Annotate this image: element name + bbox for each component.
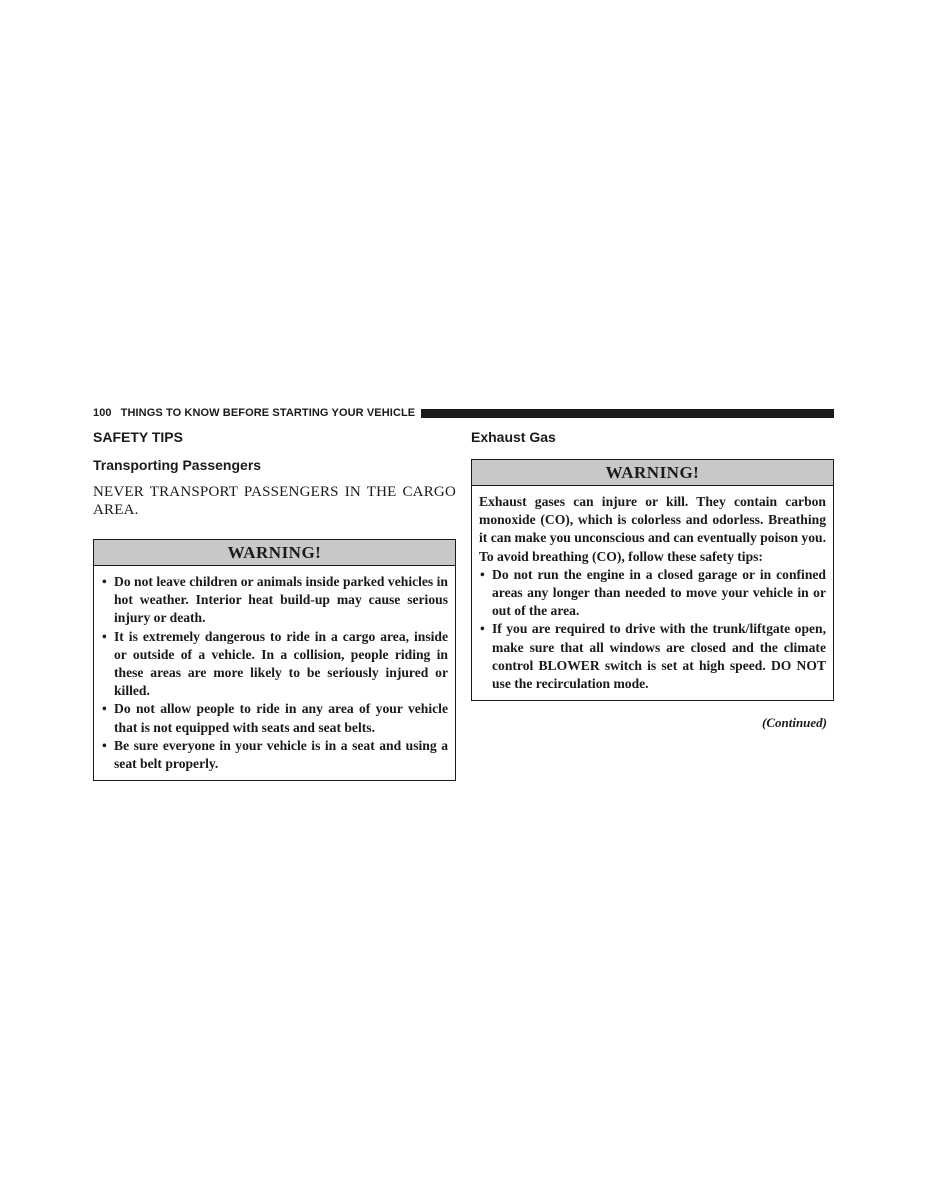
list-item: • Do not leave children or animals inside parked vehicles in hot weather. Interior heat build-up may cause serious injury or death. [101, 573, 448, 628]
continued-label: (Continued) [761, 715, 827, 731]
list-item: • Do not allow people to ride in any area of your vehicle that is not equipped with seats and seat belts. [101, 700, 448, 736]
section-title: SAFETY TIPS [93, 429, 183, 445]
header-rule [421, 409, 834, 418]
left-column [93, 428, 456, 781]
warning-title: WARNING! [94, 540, 455, 566]
warning-body [94, 566, 455, 780]
chapter-title: THINGS TO KNOW BEFORE STARTING YOUR VEHICLE [120, 407, 416, 419]
page-header [93, 405, 834, 421]
page-number: 100 [93, 407, 112, 419]
subsection-title-passengers: Transporting Passengers [93, 457, 262, 473]
warning-list [101, 573, 448, 773]
list-item: • Be sure everyone in your vehicle is in a seat and using a seat belt properly. [101, 737, 448, 773]
list-item: • If you are required to drive with the trunk/liftgate open, make sure that all windows are closed and the climate control BLOWER switch is set at high speed. DO NOT use the recirculation mode. [479, 620, 826, 693]
subsection-title-exhaust: Exhaust Gas [471, 429, 556, 445]
list-item: • Do not run the engine in a closed garage or in confined areas any longer than needed to move your vehicle in or out of the area. [479, 566, 826, 621]
passengers-notice: NEVER TRANSPORT PASSENGERS IN THE CARGO AREA. [93, 484, 456, 518]
warning-body [472, 486, 833, 700]
warning-title: WARNING! [472, 460, 833, 486]
warning-box-exhaust [471, 459, 834, 701]
right-column [471, 428, 834, 731]
warning-list [479, 566, 826, 693]
warning-intro: Exhaust gases can injure or kill. They contain carbon monoxide (CO), which is colorless and odorless. Breathing it can make you unconscious and can eventually poison you. To avoid breathing (CO), follow these safety tips: [479, 494, 826, 564]
list-item: • It is extremely dangerous to ride in a cargo area, inside or outside of a vehicle. In a collision, people riding in these areas are more likely to be seriously injured or killed. [101, 628, 448, 701]
warning-box-passengers [93, 539, 456, 781]
